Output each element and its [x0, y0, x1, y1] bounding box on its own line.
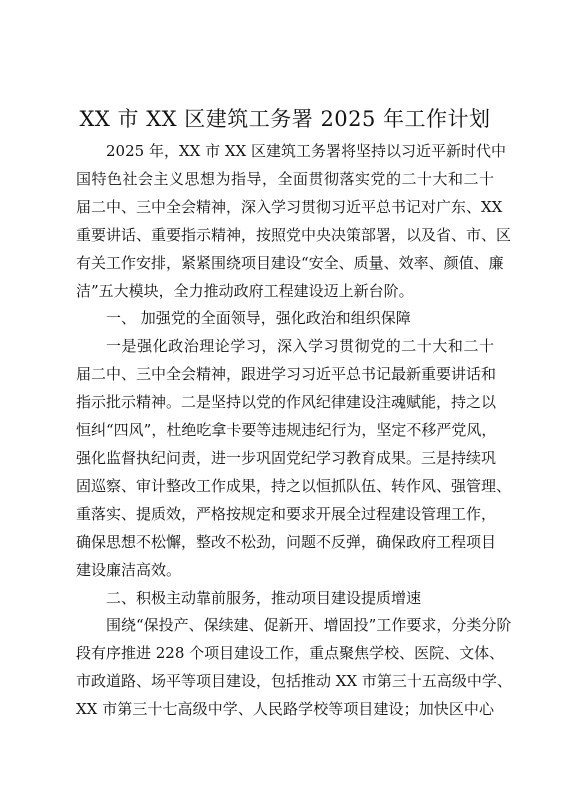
text-line: 强化监督执纪问责，进一步巩固党纪学习教育成果。三是持续巩	[76, 448, 497, 467]
section-heading-text: 二、积极主动靠前服务，推动项目建设提质增速	[106, 588, 422, 607]
text-line: 2025 年，XX 市 XX 区建筑工务署将坚持以习近平新时代中	[106, 142, 506, 160]
text-line: 市政道路、场平等项目建设，包括推动 XX 市第三十五高级中学、	[76, 672, 512, 691]
document-body	[76, 138, 512, 724]
text-line: 围绕“保投产、保续建、促新开、增固投”工作要求，分类分阶	[106, 616, 512, 635]
text-line: 重要讲话、重要指示精神，按照党中央决策部署，以及省、市、区	[76, 225, 512, 244]
text-line: 一是强化政治理论学习，深入学习贯彻党的二十大和二十	[106, 337, 494, 356]
text-line: 固巡察、审计整改工作成果，持之以恒抓队伍、转作风、强管理、	[76, 476, 512, 495]
text-line: 重落实、提质效，严格按规定和要求开展全过程建设管理工作，	[76, 504, 497, 523]
text-line: 洁”五大模块，全力推动政府工程建设迈上新台阶。	[76, 281, 414, 300]
section-heading-text: 一、 加强党的全面领导，强化政治和组织保障	[106, 309, 411, 328]
text-line: 指示批示精神。二是坚持以党的作风纪律建设注魂赋能，持之以	[76, 393, 497, 412]
text-line: 确保思想不松懈，整改不松劲，问题不反弹，确保政府工程项目	[76, 532, 497, 551]
text-line: 有关工作安排，紧紧围绕项目建设“安全、质量、效率、颜值、廉	[76, 253, 504, 272]
text-line: 国特色社会主义思想为指导，全面贯彻落实党的二十大和二十	[76, 169, 494, 188]
text-line: XX 市第三十七高级中学、人民路学校等项目建设；加快区中心	[76, 700, 494, 719]
text-line: 届二中、三中全会精神，跟进学习习近平总书记最新重要讲话和	[76, 365, 497, 384]
intro-paragraph	[76, 138, 512, 305]
document-title: XX 市 XX 区建筑工务署 2025 年工作计划	[79, 107, 491, 131]
section-heading-2	[76, 585, 494, 613]
section-2-paragraph	[76, 612, 512, 724]
text-line: 段有序推进 228 个项目建设工作，重点聚焦学校、医院、文体、	[76, 644, 505, 663]
text-line: 恒纠“四风”，杜绝吃拿卡要等违规违纪行为，坚定不移严党风，	[76, 421, 497, 440]
section-heading-1	[76, 305, 494, 333]
text-line: 届二中、三中全会精神，深入学习贯彻习近平总书记对广东、XX	[76, 197, 503, 216]
section-1-paragraph	[76, 333, 512, 584]
text-line: 建设廉洁高效。	[76, 560, 182, 579]
